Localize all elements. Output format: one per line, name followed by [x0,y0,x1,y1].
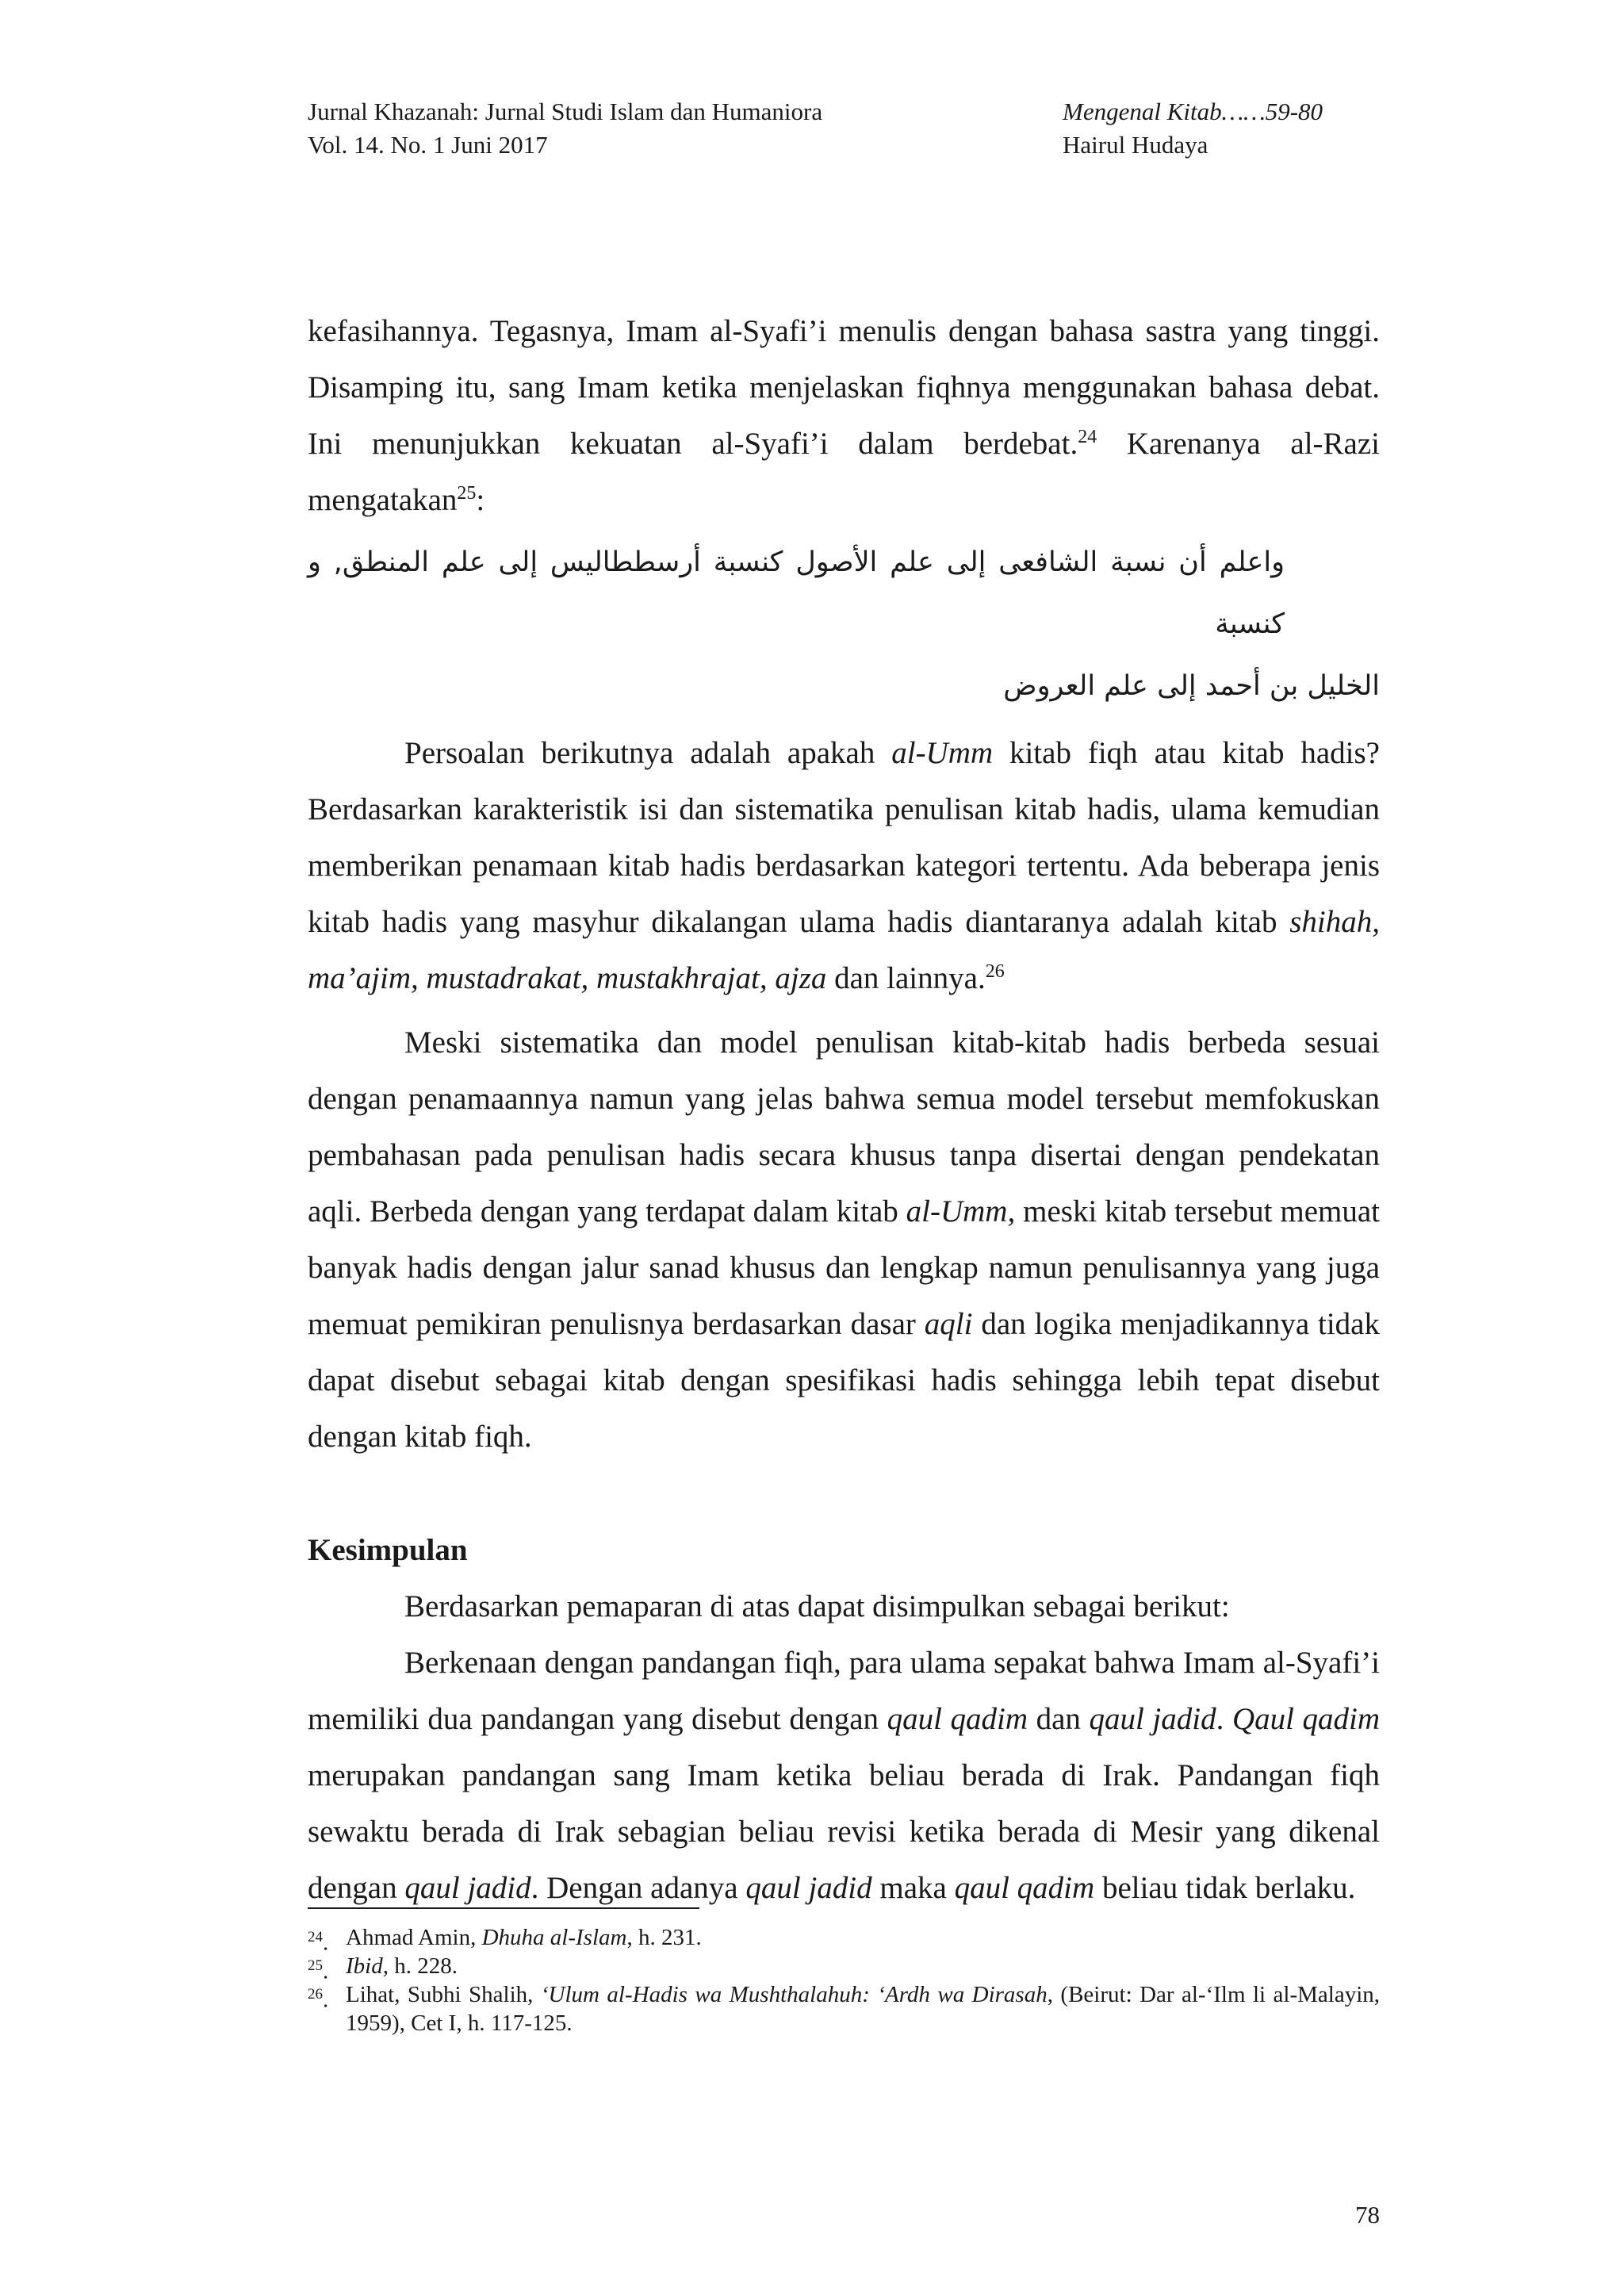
paragraph-2 [308,725,1380,1006]
footnote-text: Lihat, Subhi Shalih, [346,1982,541,2007]
footnote-24 [308,1923,1380,1956]
paragraph-text: . [1216,1702,1232,1736]
paragraph-text: meski kitab tersebut memuat banyak hadis dengan jalur sanad khusus dan lengkap namun penulisannya yang juga memuat pemikiran penulisnya berdasarkan dasar [308,1194,1380,1341]
italic-term: qaul jadid [1089,1702,1216,1736]
footnote-25 [308,1952,1380,1984]
footnote-number: $^{25}$. [308,1957,329,1984]
italic-term: Qaul qadim [1231,1702,1381,1736]
paragraph-4: Berdasarkan pemaparan di atas dapat disimpulkan sebagai berikut: [404,1589,1230,1623]
footnote-ref[interactable]: 24 [1078,427,1097,447]
section-heading: Kesimpulan [308,1533,468,1567]
paragraph-text: dan lainnya. [826,961,986,995]
journal-name: Jurnal Khazanah: Jurnal Studi Islam dan Humaniora [308,98,823,125]
footnote-ref[interactable]: 25 [457,483,477,504]
footnote-text: , h. 228. [382,1953,458,1979]
paragraph-text: Meski sistematika dan model penulisan kitab-kitab hadis berbeda sesuai dengan penamaannya namun yang jelas bahwa semua model tersebut memfokuskan pembahasan pada penulisan hadis secara khusus tanpa disertai dengan pendekatan aqli. Berbeda dengan yang terdapat dalam kitab [308,1025,1380,1228]
journal-volume: Vol. 14. No. 1 Juni 2017 [308,131,548,159]
paragraph-text: Karenanya al-Razi mengatakan [308,427,1380,517]
paragraph-1 [308,303,1380,528]
footnote-number: $^{24}$. [308,1929,329,1956]
paragraph-text: : [476,483,485,517]
running-header-right [1063,95,1323,162]
paragraph-text: Berkenaan dengan pandangan fiqh, para ulama sepakat bahwa Imam al-Syafi’i memiliki dua pandangan yang disebut dengan [308,1646,1380,1736]
footnote-text: Ahmad Amin, [346,1925,482,1950]
paragraph-3 [308,1014,1380,1465]
italic-term: qaul qadim [887,1702,1028,1736]
italic-term: al-Umm, [906,1194,1016,1228]
footnotes [308,1923,1380,2037]
paragraph-text: dan logika menjadikannya tidak dapat disebut sebagai kitab dengan spesifikasi hadis sehingga lebih tepat disebut dengan kitab fiqh. [308,1307,1380,1454]
author-name: Hairul Hudaya [1063,131,1208,159]
paragraph-text: Persoalan berikutnya adalah apakah [404,736,892,770]
paragraph-text: kefasihannya. Tegasnya, Imam al-Syafi’i menulis dengan bahasa sastra yang tinggi. Disamping itu, sang Imam ketika menjelaskan fiqhnya menggunakan bahasa debat. Ini menunjukkan kekuatan al-Syafi’i dalam berdebat. [308,314,1380,461]
article-title: Mengenal Kitab……59-80 [1063,98,1323,125]
paragraph-text: kitab fiqh atau kitab hadis? Berdasarkan karakteristik isi dan sistematika penulisan kitab hadis, ulama kemudian memberikan penamaan kitab hadis berdasarkan kategori tertentu. Ada beberapa jenis kitab hadis yang masyhur dikalangan ulama hadis diantaranya adalah kitab [308,736,1380,939]
paragraph-text: . Dengan adanya [530,1871,746,1905]
footnote-italic: ‘Ulum al-Hadis wa Mushthalahuh: ‘Ardh wa Dirasah [540,1982,1048,2007]
paragraph-text: dan [1028,1702,1090,1736]
paragraph-text: merupakan pandangan sang Imam ketika beliau berada di Irak. Pandangan fiqh sewaktu berada di Irak sebagian beliau revisi ketika berada di Mesir yang dikenal dengan [308,1758,1380,1905]
arabic-quote-line-2: الخليل بن أحمد إلى علم العروض [1003,670,1380,702]
italic-term: al-Umm [891,736,994,770]
footnote-text: , h. 231. [626,1925,702,1950]
italic-term: qaul jadid [745,1871,872,1905]
footnote-text: , (Beirut: Dar al-‘Ilm li al-Malayin, 1959), Cet I, h. 117-125. [346,1982,1381,2036]
footnote-italic: Dhuha al-Islam [481,1925,627,1950]
footnote-ref[interactable]: 26 [985,961,1005,982]
page-number: 78 [1355,2201,1380,2229]
running-header-left [308,95,822,162]
italic-term: aqli [924,1307,973,1341]
main-body [308,303,1380,1916]
italic-term: qaul qadim [954,1871,1095,1905]
footnote-number: $^{26}$. [308,1986,329,2013]
italic-term: qaul jadid [404,1871,531,1905]
italic-term: shihah, ma’ajim, mustadrakat, mustakhrajat, ajza [308,905,1380,995]
paragraph-5 [308,1635,1380,1916]
footnote-separator [308,1907,699,1909]
arabic-quote-line-1: واعلم أن نسبة الشافعى إلى علم الأصول كنسبة أرسططاليس إلى علم المنطق, و كنسبة [308,546,1285,640]
paragraph-text: maka [871,1871,955,1905]
footnote-italic: Ibid [346,1953,383,1979]
footnote-26 [308,1980,1380,2037]
arabic-quote [308,531,1380,717]
paragraph-text: beliau tidak berlaku. [1094,1871,1356,1905]
